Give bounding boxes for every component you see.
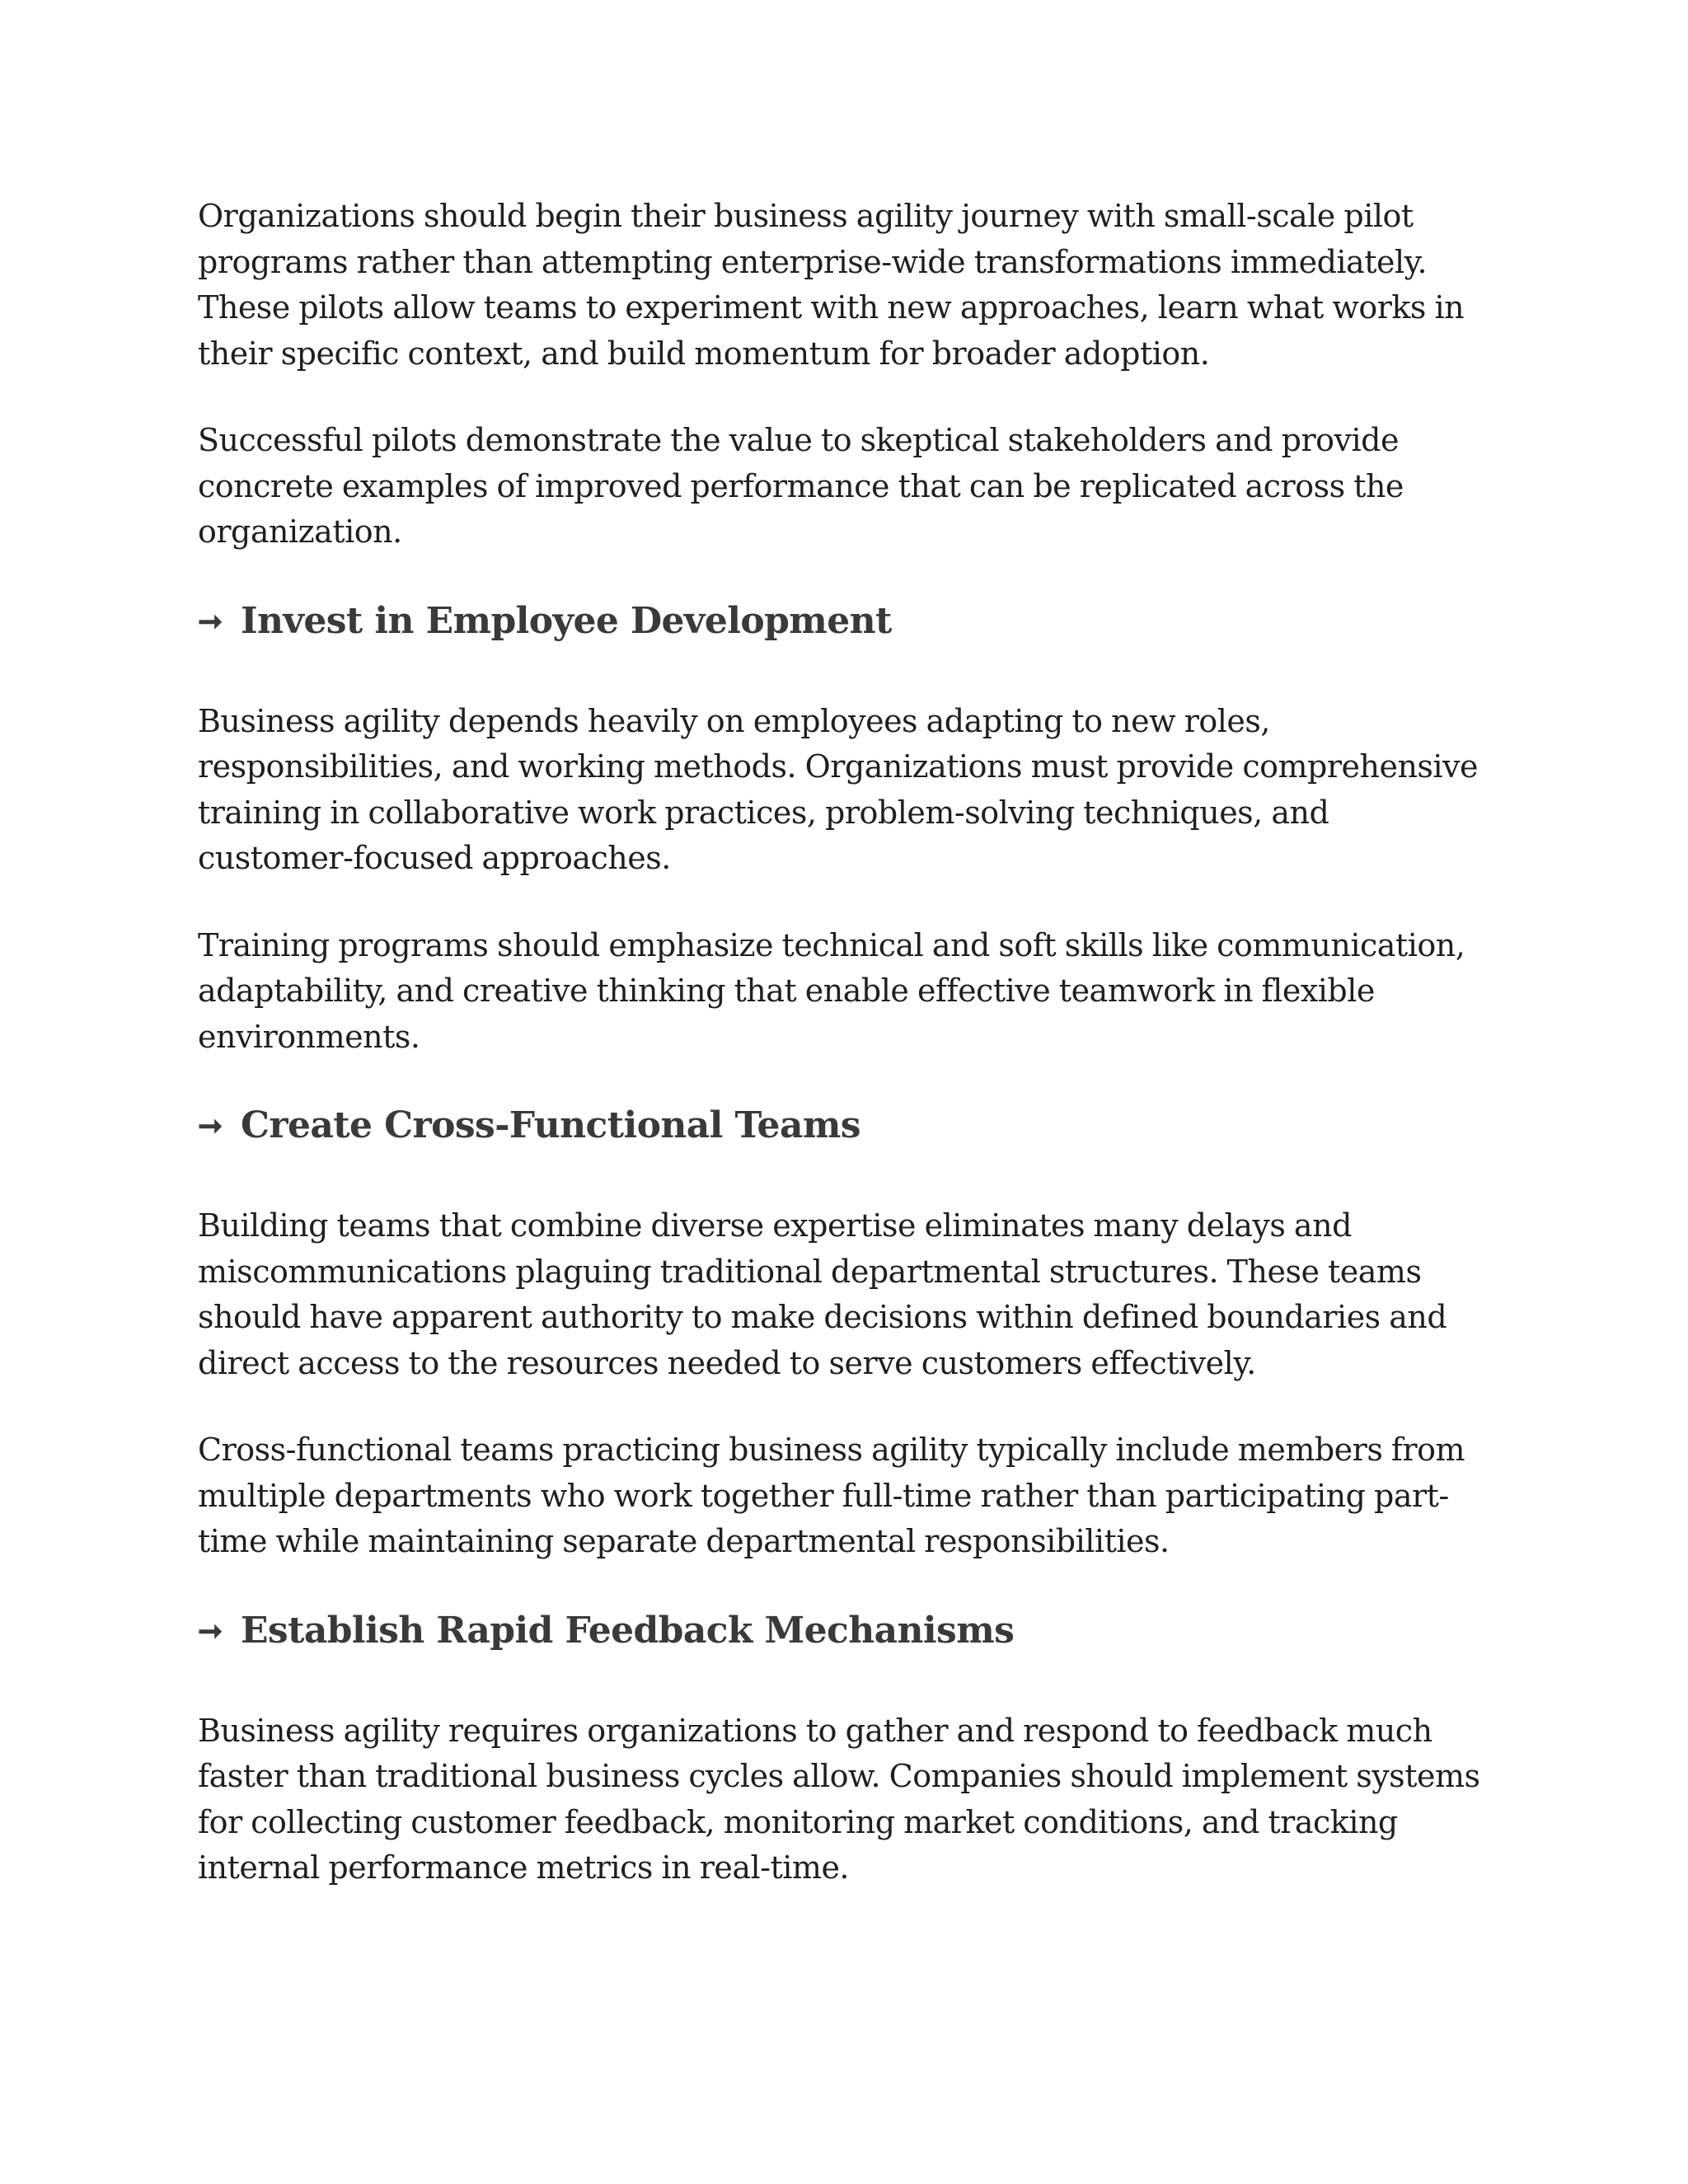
paragraph-building-teams: Building teams that combine diverse expertise eliminates many delays and miscommunications plaguing traditional departmental structures. These teams should have apparent authority to make decisions within defined boundaries and direct access to the resources needed to serve customers effectively. xyxy=(198,1207,1447,1381)
arrow-right-icon: ➞ xyxy=(198,603,223,639)
heading-rapid-feedback xyxy=(198,1606,1484,1656)
heading-text: Invest in Employee Development xyxy=(241,599,892,642)
paragraph-team-members: Cross-functional teams practicing business agility typically include members from multiple departments who work together full-time rather than participating part-time while maintaining separate departmental responsibilities. xyxy=(198,1432,1465,1559)
paragraph-training-programs: Training programs should emphasize technical and soft skills like communication, adaptability, and creative thinking that enable effective teamwork in flexible environments. xyxy=(198,926,1465,1055)
heading-text: Establish Rapid Feedback Mechanisms xyxy=(241,1609,1015,1652)
heading-cross-functional-teams xyxy=(198,1101,1484,1151)
arrow-right-icon: ➞ xyxy=(198,1613,223,1648)
heading-employee-development xyxy=(198,597,1484,646)
heading-text: Create Cross-Functional Teams xyxy=(241,1104,860,1146)
paragraph-employee-adaptation: Business agility depends heavily on employees adapting to new roles, responsibilities, and working methods. Organizations must provide comprehensive training in collaborative work practices, problem-solving techniques, and customer-focused approaches. xyxy=(198,702,1479,876)
paragraph-successful-pilots: Successful pilots demonstrate the value to skeptical stakeholders and provide concrete examples of improved performance that can be replicated across the organization. xyxy=(198,422,1404,550)
paragraph-feedback-requirements: Business agility requires organizations to gather and respond to feedback much faster than traditional business cycles allow. Companies should implement systems for collecting customer feedback, monitoring market conditions, and tracking internal performance metrics in real-time. xyxy=(198,1712,1480,1886)
paragraph-pilot-programs: Organizations should begin their business agility journey with small-scale pilot programs rather than attempting enterprise-wide transformations immediately. These pilots allow teams to experiment with new approaches, learn what works in their specific context, and build momentum for broader adoption. xyxy=(198,198,1465,372)
arrow-right-icon: ➞ xyxy=(198,1108,223,1143)
document-page xyxy=(198,194,1484,1933)
